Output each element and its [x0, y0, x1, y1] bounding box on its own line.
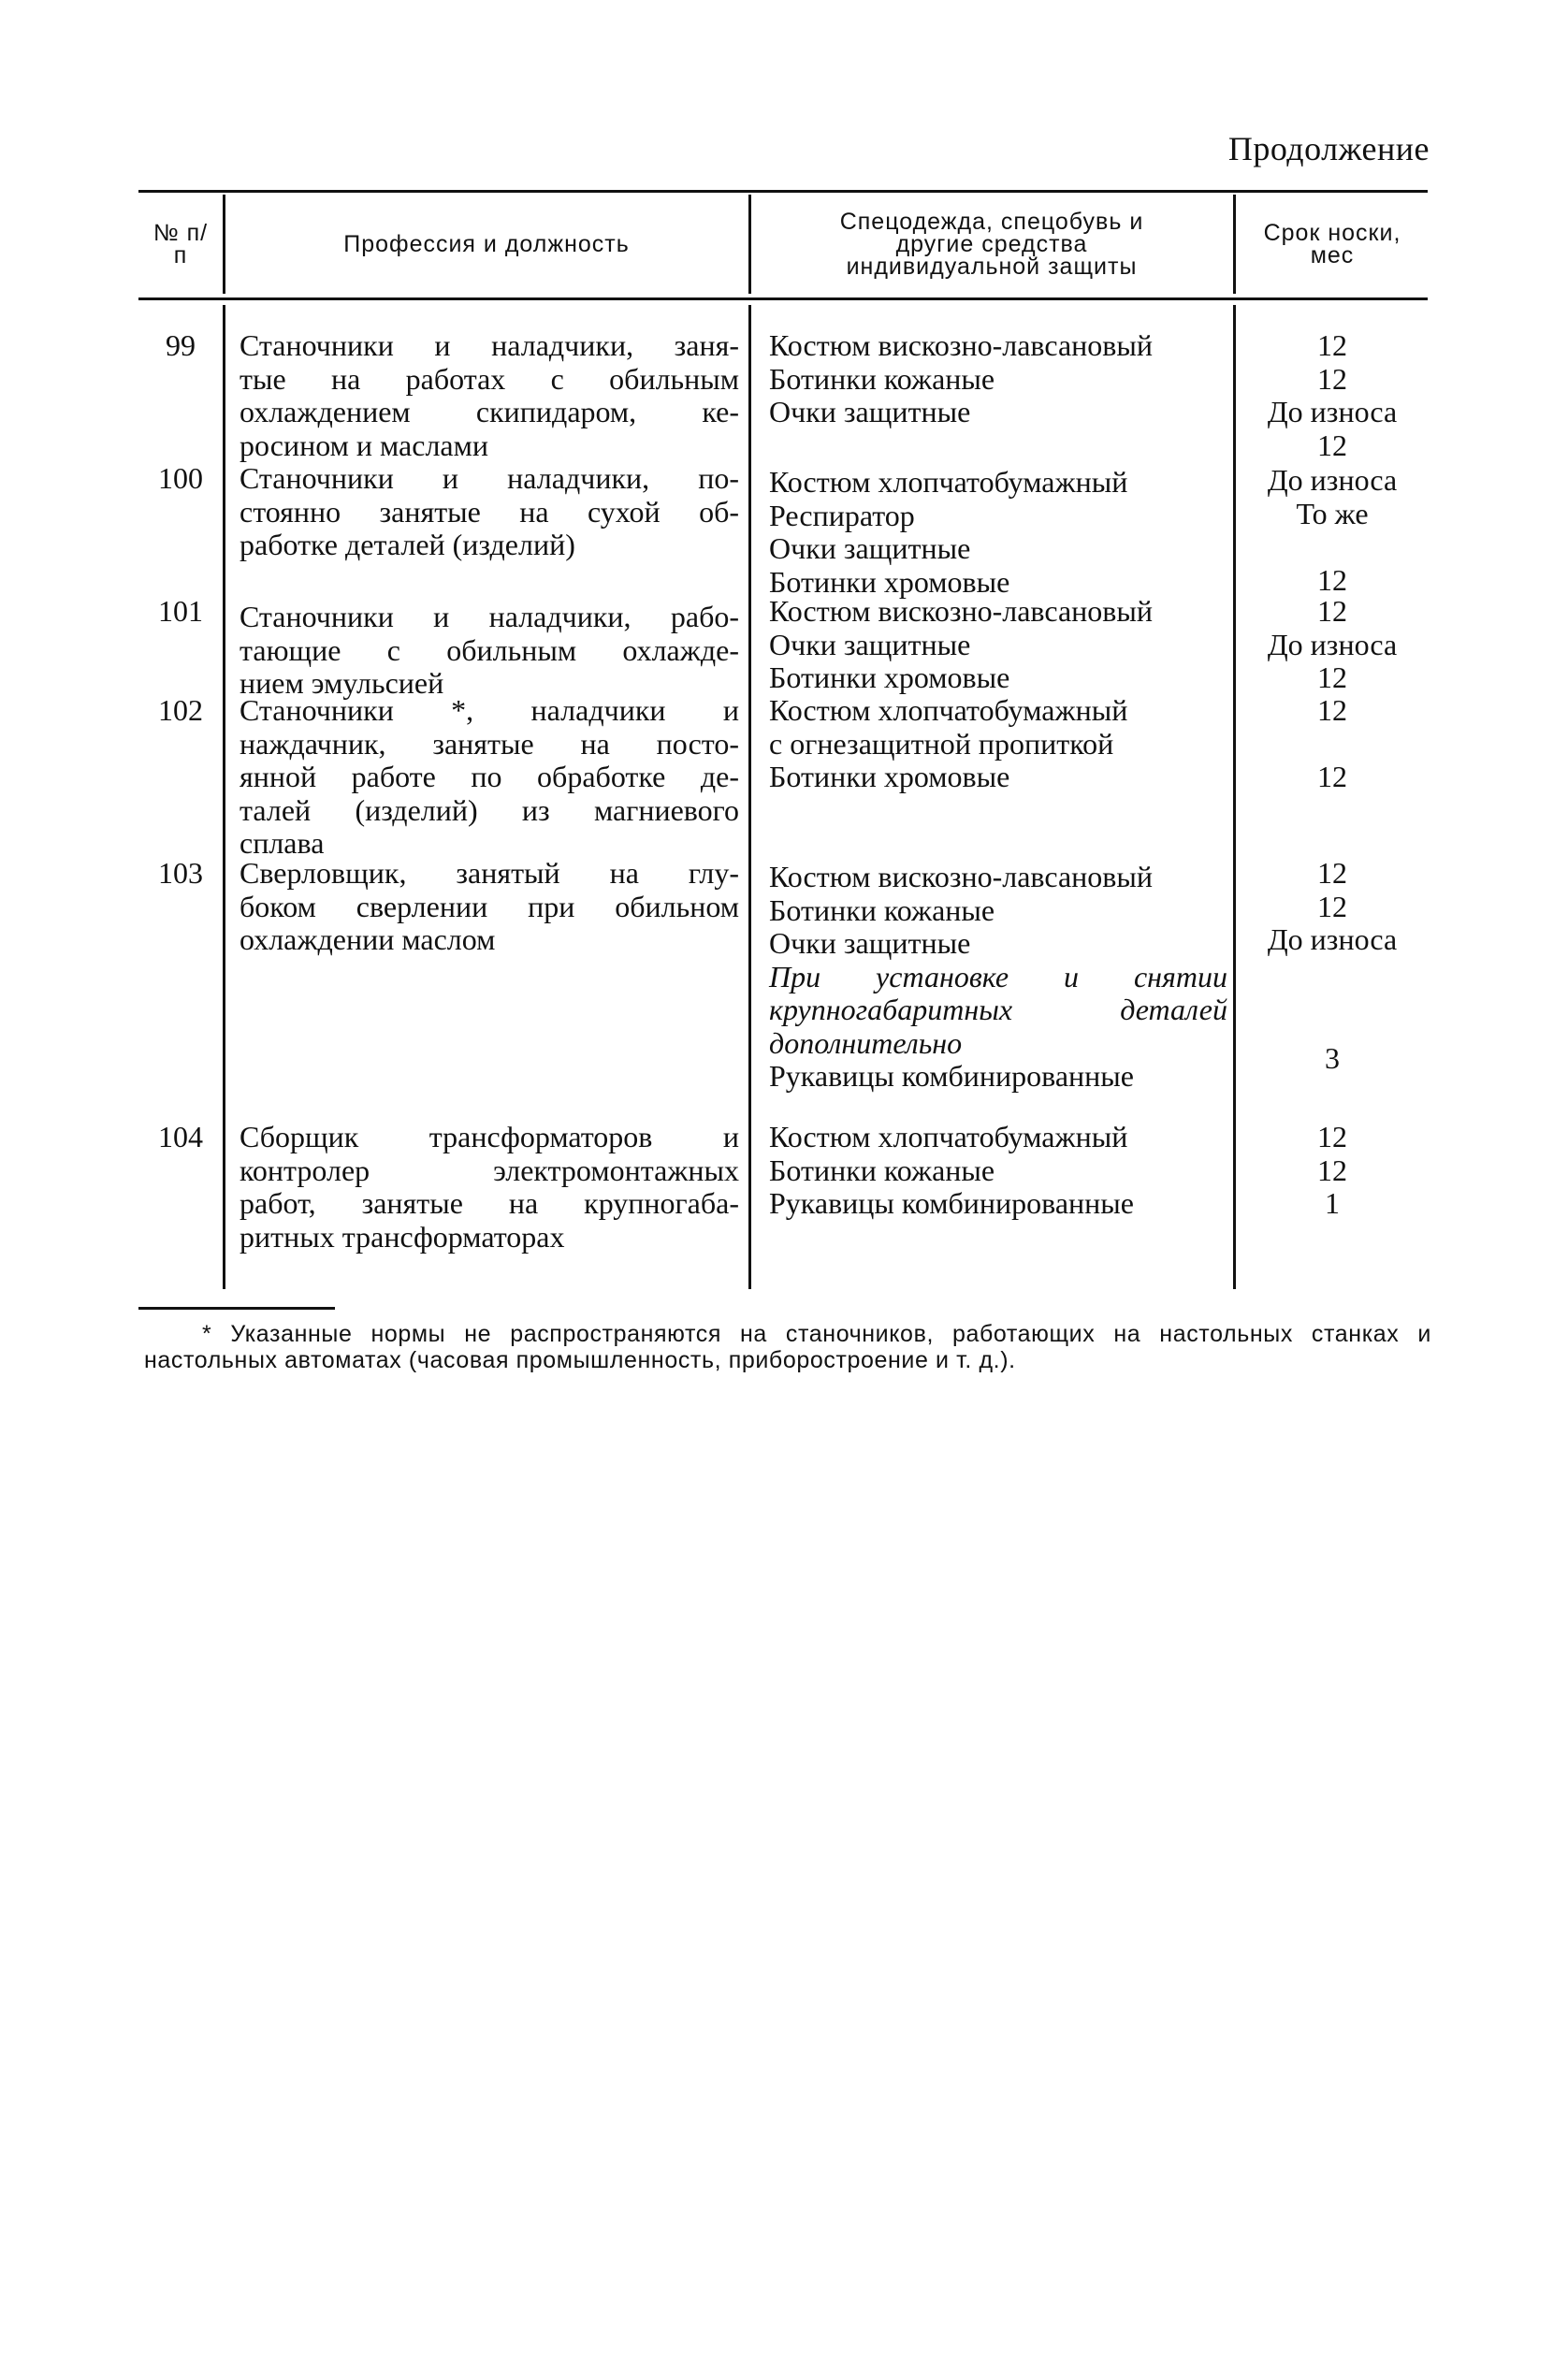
- note-line: дополнительно: [769, 1025, 963, 1060]
- row-term: [1237, 694, 1428, 794]
- header-number: [140, 195, 221, 294]
- row-number: 99: [166, 328, 196, 362]
- row-equipment: [769, 861, 1227, 1094]
- text-line: Сборщик трансформаторов и: [240, 1120, 739, 1153]
- text-line: 12: [1317, 660, 1347, 694]
- text-line: 12: [1317, 328, 1347, 362]
- row-number: 100: [158, 461, 203, 495]
- row-term: [1237, 1121, 1428, 1221]
- text-line: работ, занятые на крупногаба-: [240, 1186, 739, 1220]
- continuation-label: Продолжение: [1227, 130, 1430, 167]
- text-line: Ботинки кожаные: [769, 1153, 995, 1187]
- text-line: Станочники и наладчики, по-: [240, 461, 739, 495]
- column-divider: [223, 195, 225, 294]
- row-term: [1237, 329, 1428, 462]
- text-line: Сверловщик, занятый на глу-: [240, 856, 739, 890]
- text-line: 12: [1317, 428, 1347, 462]
- text-line: 12: [1317, 361, 1347, 396]
- row-equipment: [769, 694, 1227, 794]
- footnote: * Указанные нормы не распространяются на станочников, работающих на настольных станках и настольных автоматах (часовая промышленность, приборостроение и т. д.).: [144, 1321, 1431, 1373]
- header-term: [1237, 195, 1428, 294]
- text-line: нием эмульсией: [240, 666, 444, 700]
- text-line: Ботинки хромовые: [769, 760, 1010, 793]
- row-profession: [240, 462, 739, 562]
- table-top-rule: [138, 190, 1428, 193]
- text-line: То же: [1296, 496, 1369, 530]
- text-line: 12: [1317, 1120, 1347, 1153]
- row-profession: [240, 857, 739, 957]
- row-equipment: [769, 466, 1227, 599]
- header-equipment: [752, 195, 1231, 294]
- header-term-text: Срок носки, мес: [1263, 220, 1401, 268]
- text-line: 3: [1325, 1040, 1340, 1075]
- text-line: янной работе по обработке де-: [240, 760, 739, 793]
- row-equipment: [769, 595, 1227, 695]
- text-line: 12: [1317, 760, 1347, 793]
- column-divider: [1233, 305, 1236, 1289]
- spacer: [1237, 530, 1428, 564]
- row-number: 102: [158, 693, 203, 727]
- text-line: Костюм вискозно-лавсановый: [769, 594, 1153, 628]
- text-line: Рукавицы комбинированные: [769, 1059, 1134, 1093]
- header-profession-text: Профессия и должность: [343, 231, 630, 257]
- text-line: тающие с обильным охлажде-: [240, 632, 739, 667]
- spacer: [1237, 957, 1428, 991]
- text-line: росином и маслами: [240, 428, 488, 462]
- text-line: Ботинки кожаные: [769, 892, 995, 927]
- text-line: 12: [1317, 889, 1347, 923]
- text-line: 12: [1317, 562, 1347, 597]
- text-line: Костюм хлопчатобумажный: [769, 1120, 1128, 1153]
- spacer: [1237, 728, 1428, 761]
- text-line: Очки защитные: [769, 531, 971, 565]
- text-line: тые на работах с обильным: [240, 361, 739, 396]
- text-line: с огнезащитной пропиткой: [769, 726, 1114, 761]
- row-number: 101: [158, 594, 203, 628]
- text-line: стоянно занятые на сухой об-: [240, 494, 739, 529]
- row-profession: [240, 329, 739, 462]
- header-equipment-text: Спецодежда, спецобувь и другие средства индивидуальной защиты: [839, 209, 1144, 280]
- footnote-rule: [138, 1307, 335, 1310]
- text-line: боком сверлении при обильном: [240, 889, 739, 923]
- text-line: До износа: [1267, 463, 1398, 497]
- row-term: [1237, 595, 1428, 695]
- column-divider: [1233, 195, 1236, 294]
- text-line: сплава: [240, 826, 325, 860]
- text-line: Ботинки хромовые: [769, 660, 1010, 694]
- row-equipment: [769, 1121, 1227, 1221]
- note-line: крупногабаритных деталей: [769, 993, 1227, 1026]
- text-line: Очки защитные: [769, 395, 971, 428]
- row-number: 104: [158, 1120, 203, 1153]
- text-line: 12: [1317, 856, 1347, 890]
- text-line: талей (изделий) из магниевого: [240, 792, 739, 827]
- text-line: До износа: [1267, 395, 1398, 428]
- column-divider: [223, 305, 225, 1289]
- text-line: Станочники и наладчики, рабо-: [240, 600, 739, 633]
- note-line: При установке и снятии: [769, 959, 1227, 993]
- column-divider: [748, 195, 751, 294]
- text-line: Костюм вискозно-лавсановый: [769, 328, 1153, 362]
- text-line: До износа: [1267, 922, 1398, 956]
- text-line: 12: [1317, 594, 1347, 628]
- header-number-text: № п/п: [152, 220, 209, 268]
- text-line: Станочники и наладчики, заня-: [240, 328, 739, 362]
- text-line: 12: [1317, 1153, 1347, 1187]
- text-line: Ботинки кожаные: [769, 361, 995, 396]
- row-number: 103: [158, 856, 203, 890]
- text-line: охлаждением скипидаром, ке-: [240, 395, 739, 428]
- text-line: контролер электромонтажных: [240, 1153, 739, 1187]
- row-term: [1237, 857, 1428, 1075]
- text-line: Очки защитные: [769, 627, 971, 661]
- spacer: [1237, 990, 1428, 1023]
- text-line: ритных трансформаторах: [240, 1219, 565, 1254]
- text-line: 1: [1325, 1186, 1340, 1220]
- text-line: Ботинки хромовые: [769, 564, 1010, 599]
- row-profession: [240, 694, 739, 861]
- text-line: Рукавицы комбинированные: [769, 1186, 1134, 1220]
- text-line: охлаждении маслом: [240, 922, 496, 956]
- text-line: Станочники *, наладчики и: [240, 693, 739, 727]
- table-header-rule: [138, 297, 1428, 300]
- text-line: Костюм вискозно-лавсановый: [769, 860, 1153, 893]
- text-line: Очки защитные: [769, 926, 971, 960]
- text-line: работке деталей (изделий): [240, 528, 575, 561]
- row-profession: [240, 601, 739, 701]
- text-line: Костюм хлопчатобумажный: [769, 465, 1128, 499]
- header-profession: [226, 195, 747, 294]
- text-line: Костюм хлопчатобумажный: [769, 693, 1128, 727]
- text-line: 12: [1317, 693, 1347, 727]
- text-line: До износа: [1267, 627, 1398, 661]
- row-profession: [240, 1121, 739, 1254]
- row-term: [1237, 464, 1428, 597]
- column-divider: [748, 305, 751, 1289]
- text-line: наждачник, занятые на посто-: [240, 726, 739, 761]
- row-equipment: [769, 329, 1227, 429]
- text-line: Респиратор: [769, 498, 915, 532]
